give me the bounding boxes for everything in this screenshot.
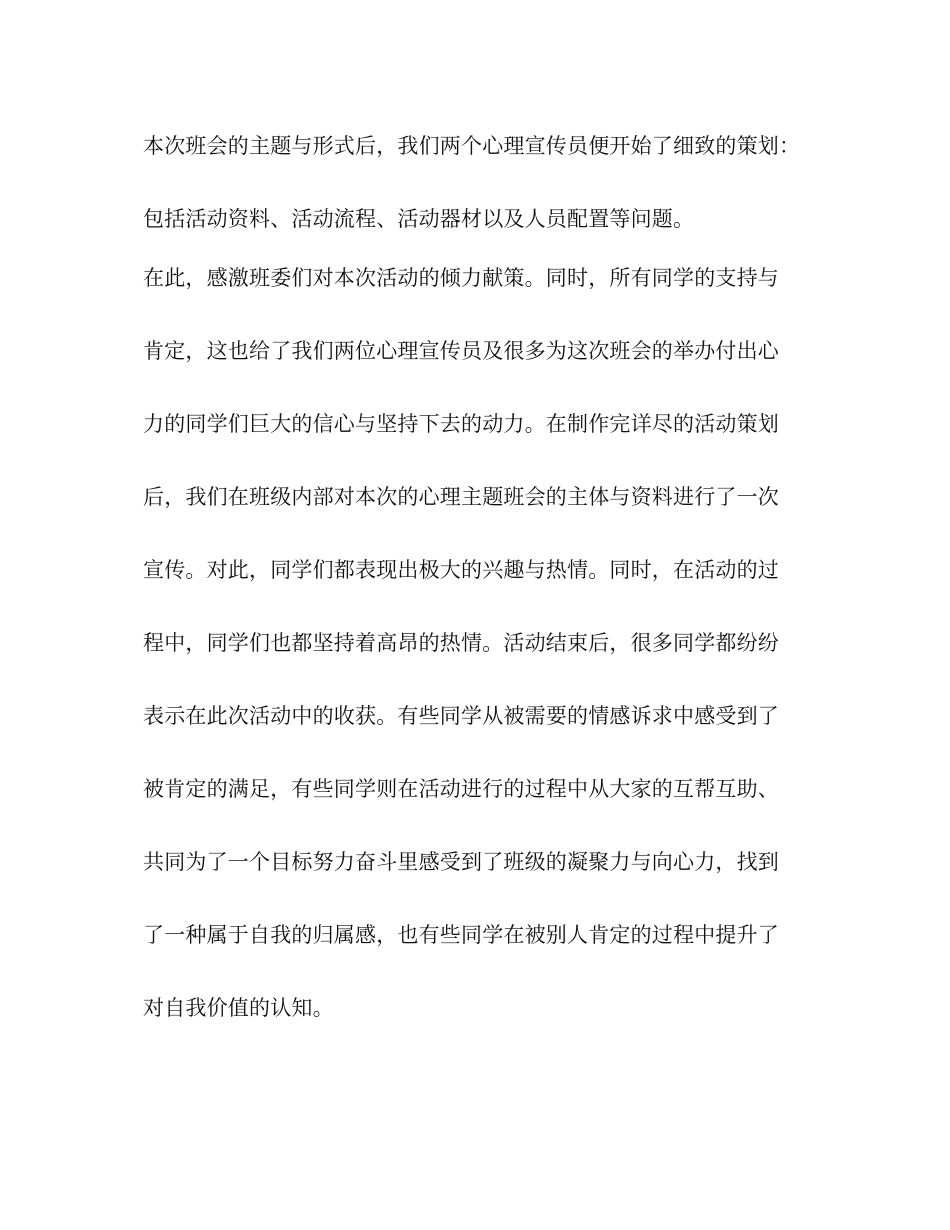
paragraph-2-line-10: 了一种属于自我的归属感，也有些同学在被别人肯定的过程中提升了 (143, 923, 779, 947)
paragraph-2-line-1: 在此，感激班委们对本次活动的倾力献策。同时，所有同学的支持与 (143, 266, 779, 290)
paragraph-2-line-5: 宣传。对此，同学们都表现出极大的兴趣与热情。同时，在活动的过 (143, 558, 779, 582)
paragraph-2-line-9: 共同为了一个目标努力奋斗里感受到了班级的凝聚力与向心力，找到 (143, 850, 779, 874)
paragraph-2-line-11: 对自我价值的认知。 (143, 996, 334, 1020)
paragraph-1-line-1: 本次班会的主题与形式后，我们两个心理宣传员便开始了细致的策划： (143, 134, 801, 158)
paragraph-2-line-3: 力的同学们巨大的信心与坚持下去的动力。在制作完详尽的活动策划 (143, 412, 779, 436)
paragraph-1-line-2: 包括活动资料、活动流程、活动器材以及人员配置等问题。 (143, 207, 695, 231)
paragraph-2-line-2: 肯定，这也给了我们两位心理宣传员及很多为这次班会的举办付出心 (143, 339, 779, 363)
paragraph-2-line-4: 后，我们在班级内部对本次的心理主题班会的主体与资料进行了一次 (143, 485, 779, 509)
paragraph-2-line-8: 被肯定的满足，有些同学则在活动进行的过程中从大家的互帮互助、 (143, 777, 779, 801)
paragraph-2-line-6: 程中，同学们也都坚持着高昂的热情。活动结束后，很多同学都纷纷 (143, 631, 779, 655)
paragraph-2-line-7: 表示在此次活动中的收获。有些同学从被需要的情感诉求中感受到了 (143, 704, 779, 728)
